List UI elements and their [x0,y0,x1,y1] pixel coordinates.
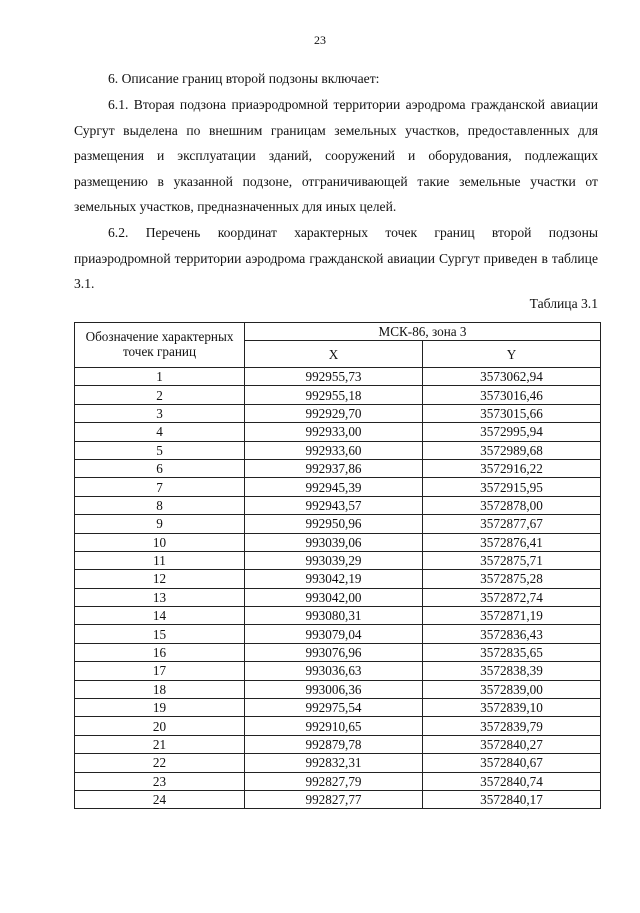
cell-point-number: 2 [75,386,245,404]
cell-x: 993076,96 [245,643,423,661]
table-row [75,662,601,680]
cell-x: 992975,54 [245,699,423,717]
cell-y: 3572876,41 [423,533,601,551]
cell-x: 992950,96 [245,515,423,533]
cell-point-number: 13 [75,588,245,606]
cell-x: 992827,79 [245,772,423,790]
paragraph-6-2 [74,220,598,297]
table-row [75,496,601,514]
cell-y: 3572840,17 [423,790,601,808]
cell-point-number: 11 [75,551,245,569]
cell-x: 993036,63 [245,662,423,680]
cell-point-number: 16 [75,643,245,661]
cell-x: 992879,78 [245,735,423,753]
cell-x: 993006,36 [245,680,423,698]
cell-y: 3572872,74 [423,588,601,606]
cell-y: 3572871,19 [423,607,601,625]
cell-y: 3572838,39 [423,662,601,680]
cell-point-number: 23 [75,772,245,790]
table-row [75,533,601,551]
table-row [75,441,601,459]
cell-y: 3572915,95 [423,478,601,496]
table-row [75,625,601,643]
table-body [75,368,601,809]
table-row [75,570,601,588]
cell-x: 993039,06 [245,533,423,551]
cell-x: 992955,73 [245,368,423,386]
cell-point-number: 15 [75,625,245,643]
section-heading-text: 6. Описание границ второй подзоны включает: [108,71,380,86]
table-row [75,790,601,808]
cell-y: 3572875,71 [423,551,601,569]
section-heading [74,66,598,92]
cell-y: 3572878,00 [423,496,601,514]
cell-point-number: 10 [75,533,245,551]
cell-x: 992929,70 [245,404,423,422]
cell-x: 992933,00 [245,423,423,441]
header-coordinate-system: МСК-86, зона 3 [245,323,601,341]
table-row [75,386,601,404]
page-number: 23 [314,33,326,47]
cell-point-number: 8 [75,496,245,514]
cell-y: 3572839,00 [423,680,601,698]
cell-y: 3572877,67 [423,515,601,533]
cell-point-number: 17 [75,662,245,680]
cell-point-number: 22 [75,754,245,772]
cell-x: 992832,31 [245,754,423,772]
cell-y: 3572989,68 [423,441,601,459]
cell-y: 3572840,67 [423,754,601,772]
cell-y: 3573062,94 [423,368,601,386]
cell-y: 3572916,22 [423,459,601,477]
cell-x: 992955,18 [245,386,423,404]
cell-x: 992945,39 [245,478,423,496]
table-row [75,423,601,441]
cell-y: 3572839,79 [423,717,601,735]
cell-y: 3572836,43 [423,625,601,643]
cell-x: 992933,60 [245,441,423,459]
cell-y: 3572875,28 [423,570,601,588]
cell-x: 992937,86 [245,459,423,477]
table-row [75,368,601,386]
table-row [75,772,601,790]
cell-y: 3573016,46 [423,386,601,404]
cell-y: 3572839,10 [423,699,601,717]
cell-y: 3572835,65 [423,643,601,661]
table-row [75,607,601,625]
cell-point-number: 14 [75,607,245,625]
table-row [75,754,601,772]
cell-x: 993042,19 [245,570,423,588]
header-point-designation: Обозначение характерных точек границ [75,323,245,368]
cell-point-number: 7 [75,478,245,496]
cell-x: 992910,65 [245,717,423,735]
cell-point-number: 1 [75,368,245,386]
cell-x: 993039,29 [245,551,423,569]
cell-point-number: 21 [75,735,245,753]
paragraph-6-1 [74,92,598,220]
cell-point-number: 24 [75,790,245,808]
cell-y: 3572840,74 [423,772,601,790]
cell-point-number: 20 [75,717,245,735]
cell-point-number: 3 [75,404,245,422]
cell-point-number: 12 [75,570,245,588]
paragraph-6-1-text: 6.1. Вторая подзона приаэродромной территории аэродрома гражданской авиации Сургут выделена по внешним границам земельных участков, предоставленных для размещения и эксплуатации зданий, сооружений и оборудования, подлежащих размещению в указанной подзоне, отграничивающей такие земельные участки от земельных участков, предназначенных для иных целей. [74,97,598,215]
cell-point-number: 19 [75,699,245,717]
cell-x: 993079,04 [245,625,423,643]
coordinates-table [74,322,601,809]
table-row [75,717,601,735]
cell-point-number: 4 [75,423,245,441]
cell-x: 993042,00 [245,588,423,606]
cell-point-number: 5 [75,441,245,459]
cell-y: 3573015,66 [423,404,601,422]
paragraph-6-2-text: 6.2. Перечень координат характерных точек границ второй подзоны приаэродромной территории аэродрома гражданской авиации Сургут приведен в таблице 3.1. [74,225,598,292]
table-row [75,643,601,661]
table-row [75,551,601,569]
table-row [75,459,601,477]
table-row [75,515,601,533]
table-row [75,680,601,698]
cell-point-number: 18 [75,680,245,698]
cell-point-number: 6 [75,459,245,477]
header-y: Y [423,341,601,368]
table-row [75,588,601,606]
table-row [75,478,601,496]
table-caption: Таблица 3.1 [529,296,598,311]
header-x: X [245,341,423,368]
table-row [75,735,601,753]
cell-y: 3572995,94 [423,423,601,441]
cell-x: 993080,31 [245,607,423,625]
table-row [75,404,601,422]
cell-point-number: 9 [75,515,245,533]
cell-y: 3572840,27 [423,735,601,753]
cell-x: 992943,57 [245,496,423,514]
table-row [75,699,601,717]
cell-x: 992827,77 [245,790,423,808]
